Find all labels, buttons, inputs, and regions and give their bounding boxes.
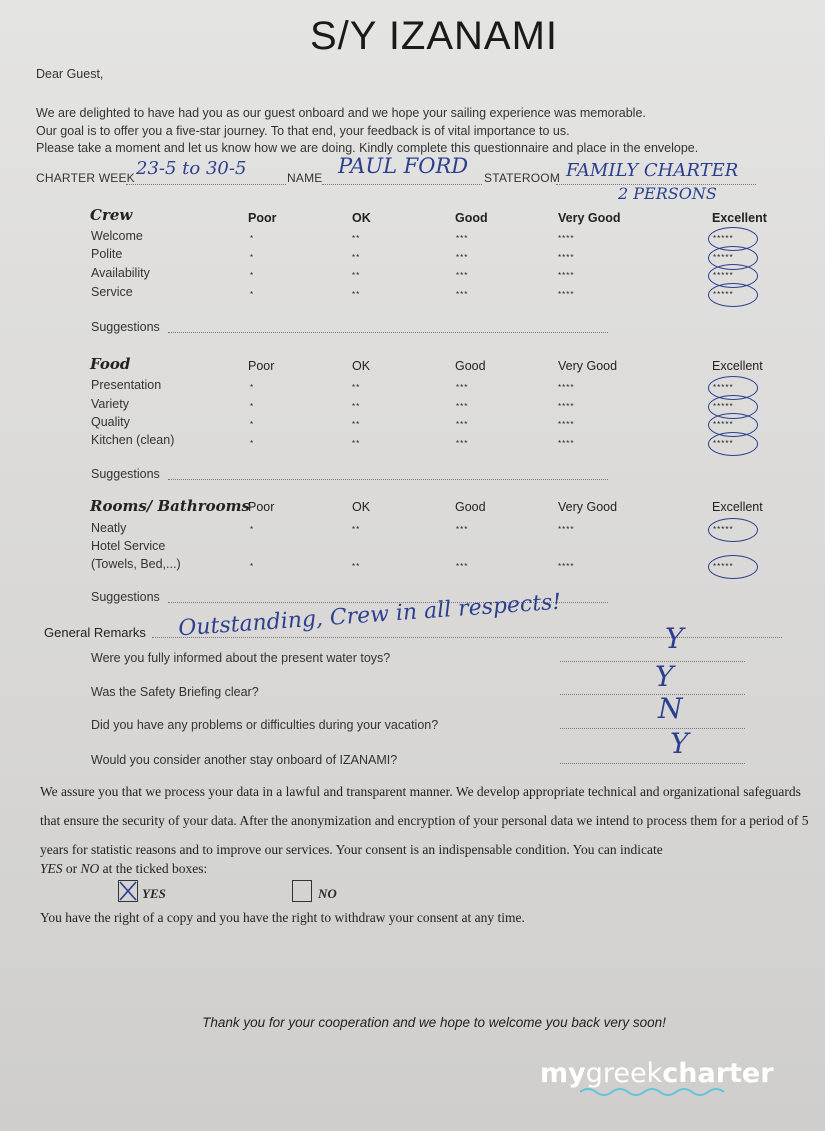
food-section-title: Food [90,355,131,373]
watermark-logo: mygreekcharter [540,1058,795,1097]
intro-line-1: We are delighted to have had you as our guest onboard and we hope your sailing experience was memorable. [36,106,646,120]
rating-stars[interactable]: ***** [713,290,734,300]
question-safety-briefing: Was the Safety Briefing clear? [91,685,259,699]
food-row-quality: Quality [91,415,130,429]
rating-stars[interactable]: ***** [713,420,734,429]
stateroom-value-2[interactable]: 2 PERSONS [618,184,717,203]
excellent-selection-mark [708,555,758,579]
no-label: NO [318,886,337,901]
rating-stars[interactable]: * [250,525,255,534]
yes-check-mark [119,881,137,901]
rating-stars[interactable]: *** [456,525,469,534]
rating-stars[interactable]: **** [558,420,575,429]
rating-stars[interactable]: ***** [713,234,734,243]
greeting: Dear Guest, [36,67,104,81]
rooms-suggestions-label: Suggestions [91,590,160,604]
rating-stars[interactable]: *** [456,234,469,243]
answer-water-toys[interactable]: Y [665,622,684,655]
rooms-col-very-good: Very Good [558,500,618,514]
rating-stars[interactable]: ***** [713,525,734,534]
food-col-excellent: Excellent [712,359,763,373]
rating-stars[interactable]: * [250,383,255,392]
rating-stars[interactable]: ***** [713,383,734,392]
rating-stars[interactable]: * [250,562,255,571]
food-suggestions-field[interactable] [168,479,608,480]
crew-section-title: Crew [90,206,133,224]
charter-week-label: CHARTER WEEK [36,171,135,185]
rating-stars[interactable]: ***** [713,562,734,571]
rating-stars[interactable]: * [250,401,255,411]
rooms-row-hotel-service: Hotel Service [91,539,166,553]
rating-stars[interactable]: **** [558,383,575,392]
rating-stars[interactable]: ** [352,420,361,429]
rating-stars[interactable]: ***** [713,401,734,411]
intro-line-3: Please take a moment and let us know how we are doing. Kindly complete this questionnaire and place in the envelope. [36,141,699,155]
rating-stars[interactable]: * [250,438,255,448]
stateroom-label: STATEROOM [484,171,561,185]
charter-week-value[interactable]: 23-5 to 30-5 [136,158,247,179]
rooms-col-excellent: Excellent [712,500,763,514]
food-suggestions-label: Suggestions [91,467,160,481]
rating-stars[interactable]: *** [456,290,469,300]
general-remarks-value[interactable]: Outstanding, Crew in all respects! [177,589,563,642]
crew-row-availability: Availability [91,266,150,280]
rating-stars[interactable]: ** [352,401,361,411]
rating-stars[interactable]: **** [558,271,575,281]
rooms-row-towels: (Towels, Bed,...) [91,557,181,571]
rating-stars[interactable]: * [250,234,255,243]
rating-stars[interactable]: ** [352,234,361,243]
general-remarks-field[interactable] [152,637,782,638]
col-poor: Poor [248,211,277,225]
yes-checkbox[interactable] [118,880,138,902]
rating-stars[interactable]: ** [352,525,361,534]
no-checkbox[interactable] [292,880,312,902]
rooms-section-title: Rooms/ Bathrooms [90,497,250,515]
col-excellent: Excellent [712,211,767,225]
food-col-ok: OK [352,359,371,373]
rating-stars[interactable]: ***** [713,438,734,448]
rating-stars[interactable]: * [250,271,255,281]
food-row-presentation: Presentation [91,378,162,392]
question-another-stay: Would you consider another stay onboard of IZANAMI? [91,753,398,767]
rating-stars[interactable]: ***** [713,271,734,281]
rating-stars[interactable]: * [250,252,255,262]
rating-stars[interactable]: **** [558,525,575,534]
name-label: NAME [287,171,323,185]
rating-stars[interactable]: *** [456,438,469,448]
food-col-poor: Poor [248,359,275,373]
consent-last-line: YES or NO at the ticked boxes: [40,861,208,876]
rooms-row-neatly: Neatly [91,521,127,535]
rating-stars[interactable]: **** [558,401,575,411]
yes-label: YES [142,886,166,901]
rating-stars[interactable]: * [250,290,255,300]
food-col-very-good: Very Good [558,359,618,373]
rating-stars[interactable]: * [250,420,255,429]
rating-stars[interactable]: **** [558,438,575,448]
food-row-kitchen: Kitchen (clean) [91,433,175,447]
excellent-selection-mark [708,283,758,307]
rating-stars[interactable]: *** [456,562,469,571]
col-very-good: Very Good [558,211,621,225]
crew-row-welcome: Welcome [91,229,143,243]
rooms-col-ok: OK [352,500,371,514]
intro-line-2: Our goal is to offer you a five-star journey. To that end, your feedback is of vital importance to us. [36,124,570,138]
answer-safety-briefing[interactable]: Y [655,660,674,693]
rating-stars[interactable]: ** [352,562,361,571]
excellent-selection-mark [708,518,758,542]
rating-stars[interactable]: *** [456,383,469,392]
rating-stars[interactable]: ** [352,438,361,448]
stateroom-value[interactable]: FAMILY CHARTER [566,160,739,181]
rating-stars[interactable]: *** [456,401,469,411]
rating-stars[interactable]: *** [456,271,469,281]
crew-suggestions-label: Suggestions [91,320,160,334]
rating-stars[interactable]: *** [456,420,469,429]
name-value[interactable]: PAUL FORD [338,154,469,178]
crew-row-polite: Polite [91,247,123,261]
question-problems: Did you have any problems or difficulties during your vacation? [91,718,439,732]
rating-stars[interactable]: ***** [713,252,734,262]
thanks-note: Thank you for your cooperation and we hope to welcome you back very soon! [202,1015,666,1030]
rating-stars[interactable]: ** [352,252,361,262]
food-row-variety: Variety [91,397,129,411]
rating-stars[interactable]: ** [352,271,361,281]
consent-text: We assure you that we process your data in a lawful and transparent manner. We develop appropriate technical and organizational safeguards that ensure the security of your data. After the anonymization and encryption of your personal data we intend to process them for a period of 5 years for statistic reasons and to improve our services. Your consent is an indispensable condition. You can indicate [40,784,809,857]
withdraw-text: You have the right of a copy and you have the right to withdraw your consent at any time. [40,910,525,925]
rating-stars[interactable]: **** [558,562,575,571]
form-title: S/Y IZANAMI [309,14,559,58]
crew-row-service: Service [91,285,133,299]
col-ok: OK [352,211,371,225]
rooms-col-poor: Poor [248,500,275,514]
general-remarks-label: General Remarks [44,625,146,640]
col-good: Good [455,211,488,225]
rating-stars[interactable]: ** [352,290,361,300]
question-water-toys: Were you fully informed about the present water toys? [91,651,391,665]
crew-suggestions-field[interactable] [168,332,608,333]
excellent-selection-mark [708,432,758,456]
rating-stars[interactable]: ** [352,383,361,392]
rooms-col-good: Good [455,500,486,514]
rating-stars[interactable]: **** [558,252,575,262]
rating-stars[interactable]: **** [558,290,575,300]
food-col-good: Good [455,359,486,373]
rating-stars[interactable]: **** [558,234,575,243]
rating-stars[interactable]: *** [456,252,469,262]
answer-another-stay[interactable]: Y [670,727,689,760]
answer-problems[interactable]: N [658,692,683,725]
